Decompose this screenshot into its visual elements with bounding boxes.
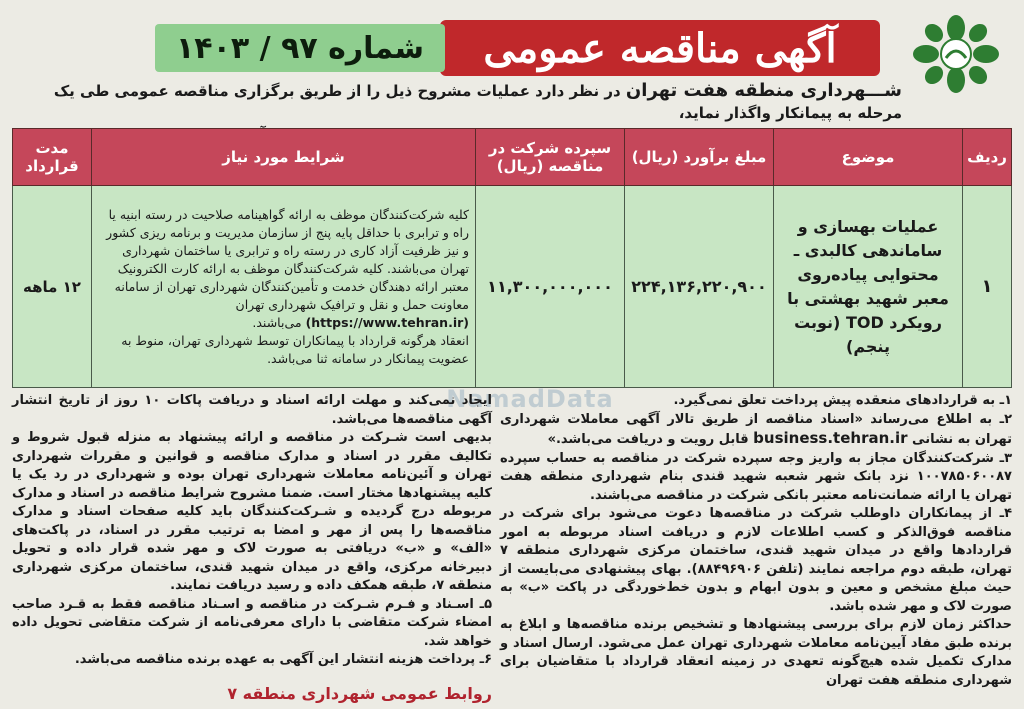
note-2	[500, 411, 1012, 450]
watermark: NamadData	[446, 385, 614, 413]
business-url: business.tehran.ir	[753, 429, 908, 447]
header-row-number: ردیف	[963, 129, 1012, 186]
header-conditions: شرایط مورد نیاز	[92, 129, 476, 186]
table-header-row	[13, 129, 1012, 186]
note-2-text-a: ۲ـ به اطلاع می‌رساند «اسناد مناقصه از طریق تالار آگهی معاملات شهرداری تهران به نشانی	[500, 411, 1012, 447]
cell-subject: عملیات بهسازی و ساماندهی کالبدی ـ محتوایی پیاده‌روی معبر شهید بهشتی با رویکرد TOD (نوبت پنجم)	[774, 186, 963, 388]
notes-right-column	[500, 392, 1012, 690]
header-deposit: سپرده شرکت در مناقصه (ریال)	[476, 129, 625, 186]
note-left-1: ایجاد نمی‌کند و مهلت ارائه اسناد و دریافت پاکات ۱۰ روز از تاریخ انتشار آگهی مناقصه‌ها می‌باشد.	[12, 393, 493, 427]
intro-line-1: در نظر دارد عملیات مشروح ذیل را از طریق برگزاری مناقصه عمومی طی یک مرحله به پیمانکار واگذار نماید،	[53, 82, 902, 122]
note-2-text-b: قابل رویت و دریافت می‌باشد.»	[547, 432, 749, 447]
cell-conditions	[92, 186, 476, 388]
note-4-continued: حداکثر زمان لازم برای بررسی پیشنهادها و تشخیص برنده مناقصه‌ها و ابلاغ به برنده طبق مفاد آیین‌نامه معاملات شهرداری تهران عمل می‌شود. ارسال اسناد و مدارک تکمیل شده هیچ‌گونه تعهدی در زمینه انعقاد قرارداد با متقاضیان برای شهرداری منطقه هفت تهران	[500, 617, 1012, 688]
public-relations-signature: روابط عمومی شهرداری منطقه ۷	[227, 684, 492, 703]
tehran-municipality-logo-icon	[906, 14, 1006, 94]
organization-name: شـــهرداری منطقه هفت تهران	[625, 80, 902, 101]
cell-row-number: ۱	[963, 186, 1012, 388]
header-duration: مدت قرارداد	[13, 129, 92, 186]
table-row	[13, 186, 1012, 388]
cell-deposit: ۱۱,۳۰۰,۰۰۰,۰۰۰	[476, 186, 625, 388]
note-3: ۳ـ شرکت‌کنندگان مجاز به واریز وجه سپرده شرکت در مناقصه به حساب سپرده ۱۰۰۷۸۵۰۶۰۰۸۷ نزد بانک شهر شعبه شهید قندی بنام شهرداری منطقه هفت تهران یا ارائه ضمانت‌نامه معتبر بانکی شرکت در مناقصه می‌باشند.	[500, 450, 1012, 503]
conditions-text-1: کلیه شرکت‌کنندگان موظف به ارائه گواهینامه صلاحیت در رسته ابنیه یا راه و ترابری با حداقل پایه پنج از سازمان مدیریت و برنامه ریزی کشور و نیز ظرفیت آزاد کاری در رسته راه و ترابری یا ساختمان شهرداری تهران می‌باشند. کلیه شرکت‌کنندگان موظف به ارائه کارت الکترونیک معتبر ارائه دهندگان خدمت و تأمین‌کنندگان شهرداری تهران از سامانه معاونت حمل و نقل و ترافیک شهرداری تهران	[106, 206, 469, 312]
cell-duration: ۱۲ ماهه	[13, 186, 92, 388]
tender-table	[12, 128, 1012, 388]
header-estimate: مبلغ برآورد (ریال)	[625, 129, 774, 186]
conditions-text-2: می‌باشند.	[252, 314, 302, 330]
notice-number: شماره ۹۷ / ۱۴۰۳	[155, 24, 445, 72]
note-left-2: بدیهی است شـرکت در مناقصه و ارائه پیشنهاد به منزله قبول شروط و تکالیف مقرر در اسناد و مدارک مناقصه و قوانین و مقررات شهرداری تهران و آئین‌نامه معاملات شهرداری تهران بوده و شهرداری در رد یک یا کلیه پیشنهادها مختار است. ضمنا مشروح شرایط مناقصه در اسناد و مدارک مربوطه درج گردیده و شـرکت‌کنندگان باید کلیه صفحات اسناد و مدارک مناقصه‌ها را پس از مهر و امضا به ترتیب مقرر در اسناد، در پاکت‌های «الف» و «ب» دریافتی به صورت لاک و مهر شده قرار داده و تحویل دبیرخانه مرکزی، واقع در میدان شهید قندی، ساختمان مرکزی شهرداری منطقه ۷، طبقه همکف داده و رسید دریافت نمایند.	[12, 430, 492, 593]
note-1: ۱ـ به قراردادهای منعقده پیش پرداخت تعلق نمی‌گیرد.	[673, 393, 1012, 408]
cell-estimate: ۲۲۴,۱۳۶,۲۲۰,۹۰۰	[625, 186, 774, 388]
note-4: ۴ـ از پیمانکاران داوطلب شرکت در مناقصه‌ها دعوت می‌شود برای شرکت در مناقصه فوق‌الذکر و کسب اطلاعات لازم و دریافت اسناد مربوطه به امور قراردادها واقع در میدان شهید قندی، ساختمان مرکزی شهرداری منطقه ۷ تهران، طبقه دوم مراجعه نمایند (تلفن ۸۸۴۹۶۹۰۶). بهای پیشنهادی می‌بایست از حیث مبلغ مشخص و معین و بدون ابهام و بدون خط‌خوردگی در پاکت «ب» به صورت لاک و مهر شده باشد.	[500, 506, 1013, 614]
header-subject: موضوع	[774, 129, 963, 186]
conditions-url: (https://www.tehran.ir)	[305, 314, 469, 330]
conditions-text-3: انعقاد هرگونه قرارداد با پیمانکاران توسط شهرداری تهران، منوط به عضویت پیمانکار در سامانه ثنا می‌باشد.	[121, 332, 469, 366]
note-6: ۶ـ پرداخت هزینه انتشار این آگهی به عهده برنده مناقصه می‌باشد.	[74, 652, 492, 667]
notice-title: آگهی مناقصه عمومی	[440, 20, 880, 76]
note-5: ۵ـ اسـناد و فـرم شـرکت در مناقصه و اسـناد مناقصه فقط به قـرد صاحب امضاء شرکت متقاضی با دارای معرفی‌نامه از شرکت متقاضی تحویل داده خواهد شد.	[12, 596, 492, 649]
notes-left-column	[12, 392, 492, 670]
